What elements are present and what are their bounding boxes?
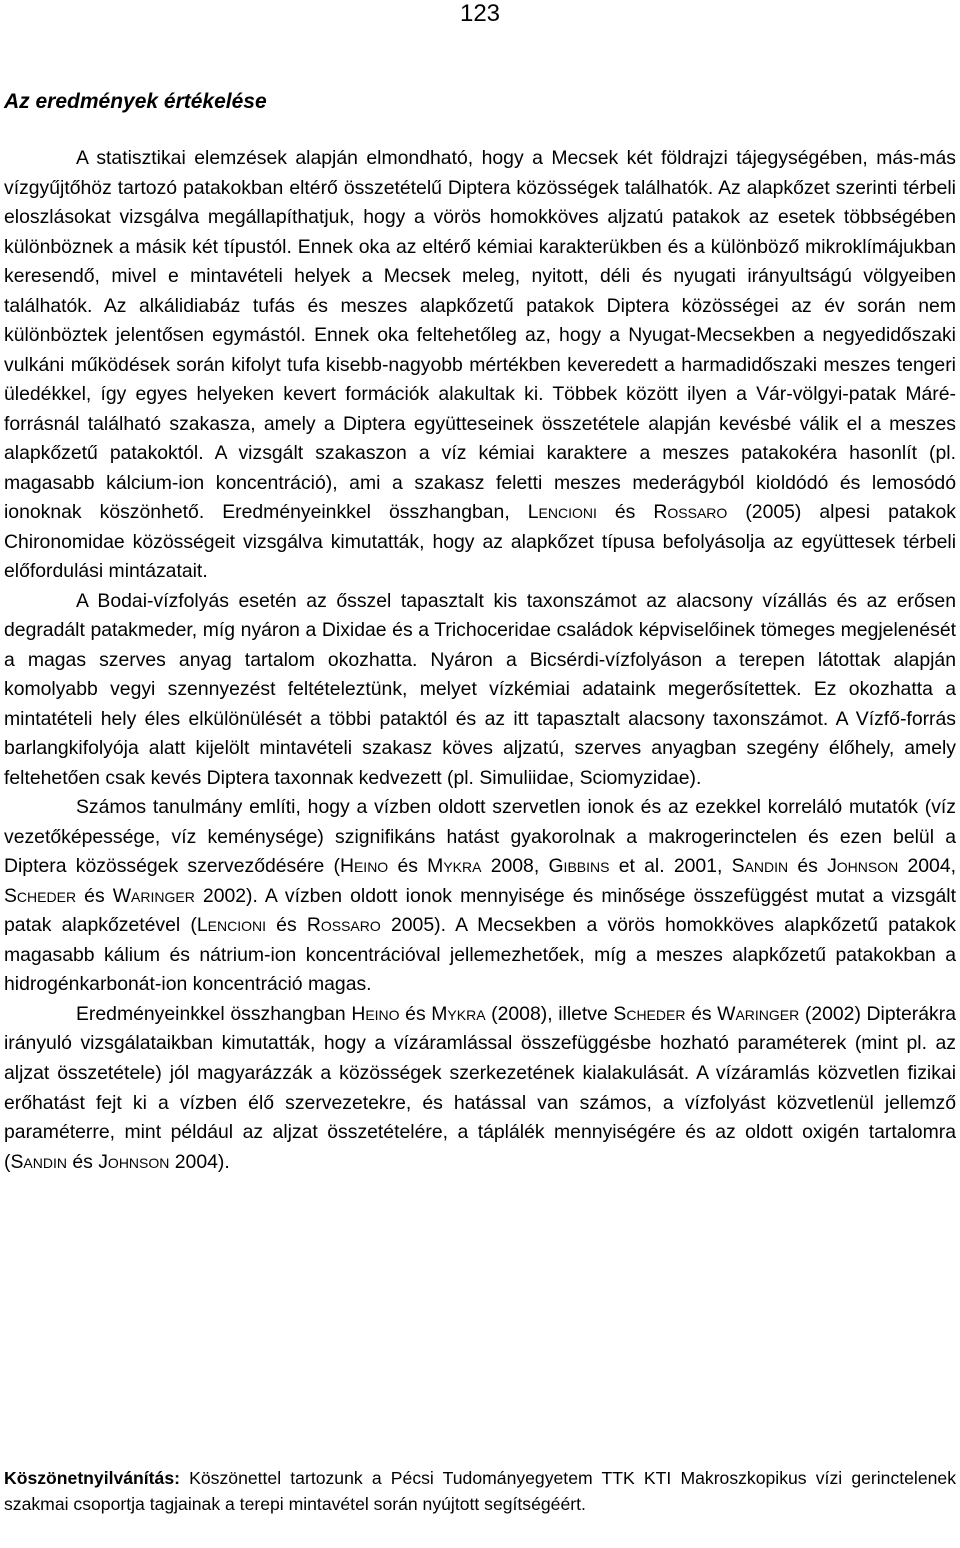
paragraph-text: (2008), illetve [485,1002,614,1025]
acknowledgement [4,1466,956,1517]
body-text [4,144,956,1177]
author-name: Mykra [427,855,482,878]
author-name: Gibbins [548,855,610,878]
author-name: Scheder [4,884,77,907]
section-heading: Az eredmények értékelése [4,90,267,113]
paragraph-text: és [788,855,828,878]
paragraph-text: és [66,1150,99,1173]
author-name: Lencioni [527,501,597,524]
author-name: Johnson [98,1150,170,1173]
paragraph-text: 2004). [169,1150,230,1173]
author-name: Heino [339,855,389,878]
paragraph [4,144,956,587]
paragraph-text: (2005) alpesi patakok Chironomidae közösségeit vizsgálva kimutatták, hogy az alapkőzet típusa befolyásolja az együttesek térbeli előfordulási mintázatait. [4,501,956,583]
paragraph-text: 2004, [898,855,956,878]
author-name: Sandin [10,1150,67,1173]
paragraph-text: és [265,914,307,937]
acknowledgement-label: Köszönetnyilvánítás: [4,1468,180,1488]
paragraph-text: A statisztikai elemzések alapján elmondható, hogy a Mecsek két földrajzi tájegységében, más-más vízgyűjtőhöz tartozó patakokban eltérő összetételű Diptera közösségek találhatók. Az alapkőzet szerinti térbeli eloszlásokat vizsgálva megállapíthatjuk, hogy a vörös homokköves aljzatú patakok az esetek többségében különböznek a másik két típustól. Ennek oka az eltérő kémiai karakterükben és a különböző mikroklímájukban keresendő, mivel e mintavételi helyek a Mecsek meleg, nyitott, déli és nyugati irányultságú völgyeiben találhatók. Az alkálidiabáz tufás és meszes alapkőzetű patakok Diptera közösségei az év során nem különböztek jelentősen egymástól. Ennek oka feltehetőleg az, hogy a Nyugat-Mecsekben a negyedidőszaki vulkáni működések során kifolyt tufa kisebb-nagyobb mértékben keveredett a harmadidőszaki meszes tengeri üledékkel, így egyes helyeken kevert formációk alakultak ki. Többek között ilyen a Vár-völgyi-patak Máré-forrásnál található szakasza, amely a Diptera együtteseinek összetétele alapján kevésbé válik el a meszes alapkőzetű patakoktól. A vizsgált szakaszon a víz kémiai karaktere a meszes patakokéra hasonlít (pl. magasabb kálcium-ion koncentráció), ami a szakasz feletti meszes mederágyból kioldódó és lemosódó ionoknak köszönhető. Eredményeinkkel összhangban, [4,147,956,524]
paragraph-text: A Bodai-vízfolyás esetén az ősszel tapasztalt kis taxonszámot az alacsony vízállás és az erősen degradált patakmeder, míg nyáron a Dixidae és a Trichoceridae családok képviselőinek tömeges megjelenését a magas szerves anyag tartalom okozhatta. Nyáron a Bicsérdi-vízfolyáson a terepen látottak alapján komolyabb vegyi szennyezést feltételeztünk, melyet vízkémiai adataink megerősítettek. Ez okozhatta a mintatételi hely éles elkülönülését a többi pataktól és az itt tapasztalt alacsony taxonszámot. A Vízfő-forrás barlangkifolyója alatt kijelölt mintavételi szakasz köves aljzatú, szerves anyagban szegény élőhely, amely feltehetően csak kevés Diptera taxonnak kedvezett (pl. Simuliidae, Sciomyzidae). [4,589,956,789]
paragraph-text: 2008, [481,855,549,878]
author-name: Rossaro [653,501,728,524]
acknowledgement-text: Köszönettel tartozunk a Pécsi Tudományegyetem TTK KTI Makroszkopikus vízi gerinctelenek szakmai csoportja tagjainak a terepi mintavétel során nyújtott segítségéért. [4,1468,956,1514]
page-number: 123 [459,0,501,27]
author-name: Johnson [827,855,899,878]
author-name: Scheder [613,1002,686,1025]
paragraph-text: és [685,1002,718,1025]
author-name: Rossaro [306,914,381,937]
paragraph-text: (2002) Dipterákra irányuló vizsgálataikban kimutatták, hogy a vízáramlással összefüggésbe hozható paraméterek (mint pl. az aljzat összetétele) jól magyarázzák a közösségek szerkezetének kialakulását. A vízáramlás közvetlen fizikai erőhatást fejt ki a vízben élő szervezetekre, és hatással van számos, a vízfolyást közvetlenül jellemző paraméterre, mint például az aljzat összetételére, a táplálék mennyiségére és az oldott oxigén tartalomra ( [4,1002,956,1173]
author-name: Lencioni [196,914,266,937]
paragraph-text: és [596,501,654,524]
paragraph-text: Eredményeinkkel összhangban [76,1002,352,1025]
paragraph-text: Számos tanulmány említi, hogy a vízben oldott szervetlen ionok és az ezekkel korreláló mutatók (víz vezetőképessége, víz keménysége) szignifikáns hatást gyakorolnak a makrogerinctelen és ezen belül a Diptera közösségek szerveződésére ( [4,796,956,878]
paragraph [4,793,956,1000]
paragraph-text: és [76,884,113,907]
paragraph-text: et al. 2001, [609,855,732,878]
paragraph-text: 2002). A vízben oldott ionok mennyisége és minősége összefüggést mutat a vizsgált patak alapkőzetével ( [4,884,956,937]
author-name: Sandin [731,855,789,878]
author-name: Heino [351,1002,400,1025]
paragraph-text: és [399,1002,432,1025]
paragraph-text: és [388,855,428,878]
author-name: Mykra [431,1002,486,1025]
paragraph [4,1000,956,1177]
paragraph [4,587,956,794]
author-name: Waringer [717,1002,800,1025]
author-name: Waringer [112,884,195,907]
paragraph-text: 2005). A Mecsekben a vörös homokköves alapkőzetű patakok magasabb kálium és nátrium-ion koncentrációval jellemezhetőek, míg a meszes alapkőzetű patakokban a hidrogénkarbonát-ion koncentráció magas. [4,914,957,996]
